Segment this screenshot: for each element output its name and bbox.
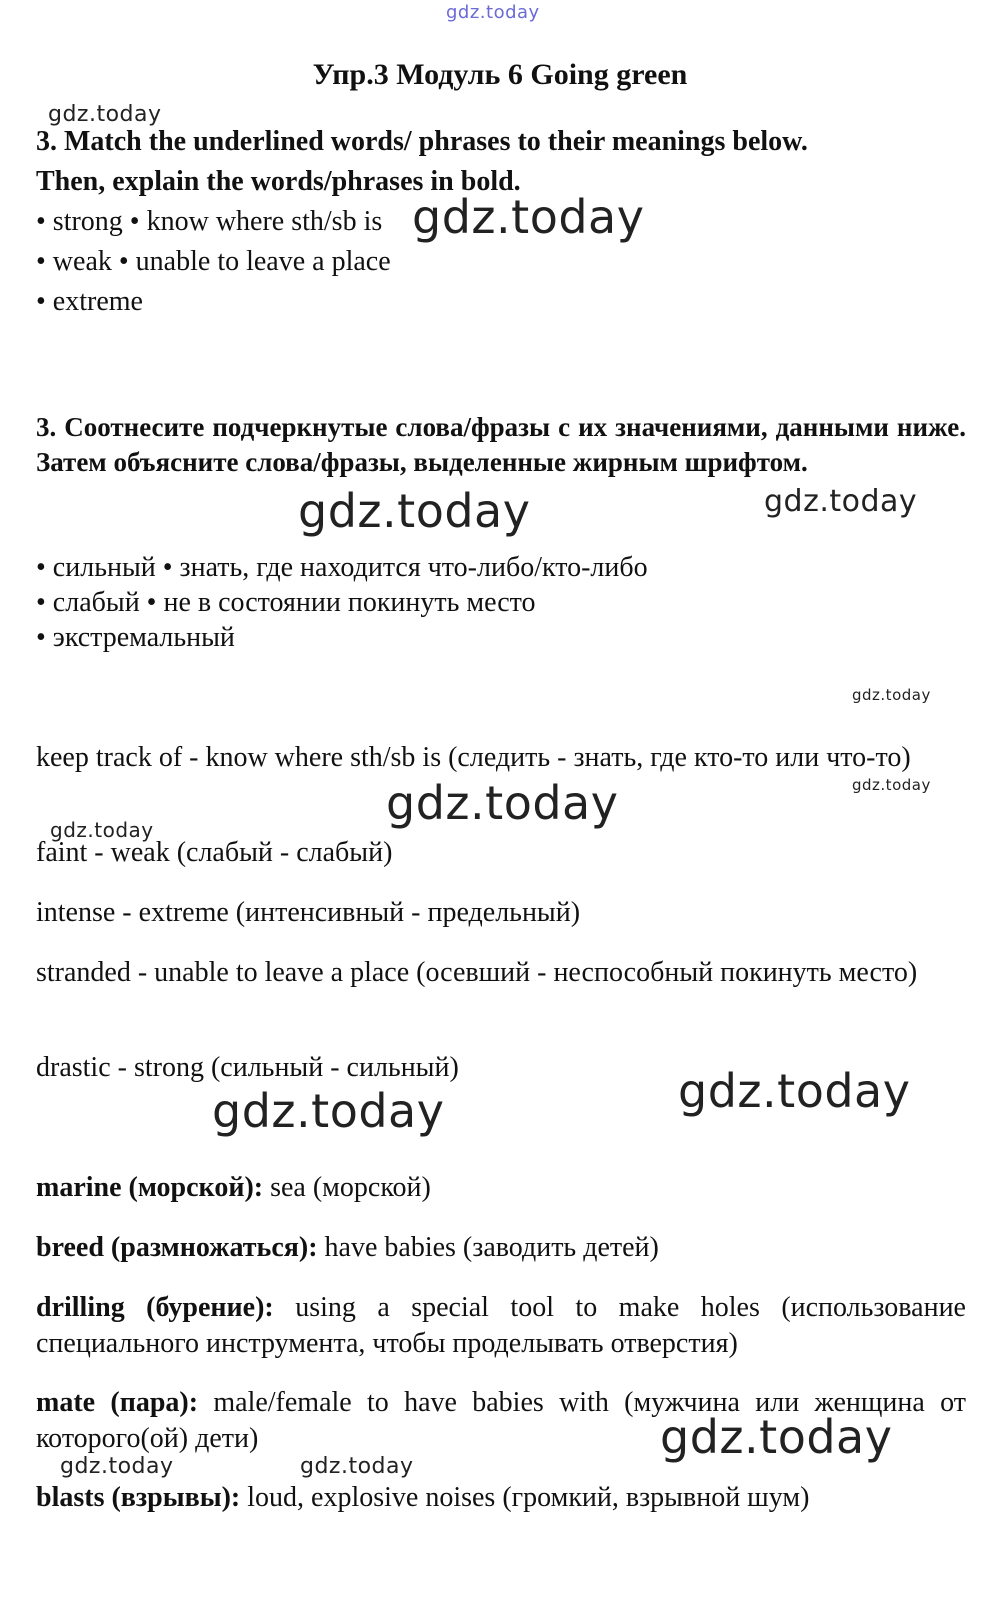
option-line: • strong • know where sth/sb is bbox=[36, 206, 383, 237]
option-line: • слабый • не в состоянии покинуть место bbox=[36, 587, 536, 618]
answer-item: drastic - strong (сильный - сильный) bbox=[36, 1052, 459, 1083]
watermark-tiny: gdz.today bbox=[852, 686, 931, 704]
bold-word-item bbox=[36, 1290, 966, 1362]
option-line: • сильный • знать, где находится что-либо/кто-либо bbox=[36, 552, 648, 583]
watermark-medium: gdz.today bbox=[764, 484, 918, 519]
answer-item: keep track of - know where sth/sb is (следить - знать, где кто-то или что-то) bbox=[36, 742, 911, 773]
watermark-large: gdz.today bbox=[212, 1084, 445, 1138]
watermark-tiny: gdz.today bbox=[852, 776, 931, 794]
ru-task-heading: 3. Соотнесите подчеркнутые слова/фразы с их значениями, данными ниже. Затем объясните слова/фразы, выделенные жирным шрифтом. bbox=[36, 412, 966, 477]
en-heading-line: 3. Match the underlined words/ phrases to their meanings below. bbox=[36, 126, 808, 157]
option-line: • weak • unable to leave a place bbox=[36, 246, 391, 277]
watermark-large: gdz.today bbox=[412, 190, 645, 244]
bold-word-item bbox=[36, 1480, 966, 1516]
bold-word-term: mate (пара): bbox=[36, 1387, 199, 1418]
bold-word-meaning: male/female to have babies with (мужчина или женщина от которого(ой) дети) bbox=[36, 1387, 966, 1454]
bold-word-meaning: sea (морской) bbox=[263, 1172, 431, 1203]
watermark-small: gdz.today bbox=[50, 818, 154, 842]
bold-word-meaning: have babies (заводить детей) bbox=[317, 1232, 659, 1263]
option-line: • экстремальный bbox=[36, 622, 235, 653]
ru-options bbox=[36, 550, 966, 655]
watermark-large: gdz.today bbox=[298, 484, 531, 538]
watermark-top: gdz.today bbox=[446, 2, 540, 23]
answer-item: faint - weak (слабый - слабый) bbox=[36, 837, 393, 868]
bold-word-term: drilling (бурение): bbox=[36, 1292, 274, 1323]
en-options bbox=[36, 202, 966, 322]
watermark-large: gdz.today bbox=[386, 776, 619, 830]
bold-word-term: blasts (взрывы): bbox=[36, 1482, 241, 1513]
option-line: • extreme bbox=[36, 286, 143, 317]
bold-word-term: breed (размножаться): bbox=[36, 1232, 318, 1263]
watermark-large: gdz.today bbox=[678, 1064, 911, 1118]
watermark-small: gdz.today bbox=[60, 1454, 174, 1479]
en-task-heading bbox=[36, 122, 966, 202]
bold-word-meaning: loud, explosive noises (громкий, взрывной шум) bbox=[240, 1482, 810, 1513]
answer-item: stranded - unable to leave a place (осевший - неспособный покинуть место) bbox=[36, 957, 918, 988]
page-title: Упр.3 Модуль 6 Going green bbox=[312, 58, 688, 91]
answer-item: intense - extreme (интенсивный - предельный) bbox=[36, 897, 581, 928]
bold-word-item bbox=[36, 1170, 966, 1206]
watermark-small: gdz.today bbox=[300, 1454, 414, 1479]
en-heading-line: Then, explain the words/phrases in bold. bbox=[36, 166, 521, 197]
bold-word-item bbox=[36, 1230, 966, 1266]
bold-word-meaning: using a special tool to make holes (использование специального инструмента, чтобы проделывать отверстия) bbox=[36, 1292, 966, 1359]
watermark-large: gdz.today bbox=[660, 1410, 893, 1464]
bold-word-term: marine (морской): bbox=[36, 1172, 264, 1203]
watermark-small: gdz.today bbox=[48, 102, 162, 127]
bold-word-item bbox=[36, 1385, 966, 1457]
